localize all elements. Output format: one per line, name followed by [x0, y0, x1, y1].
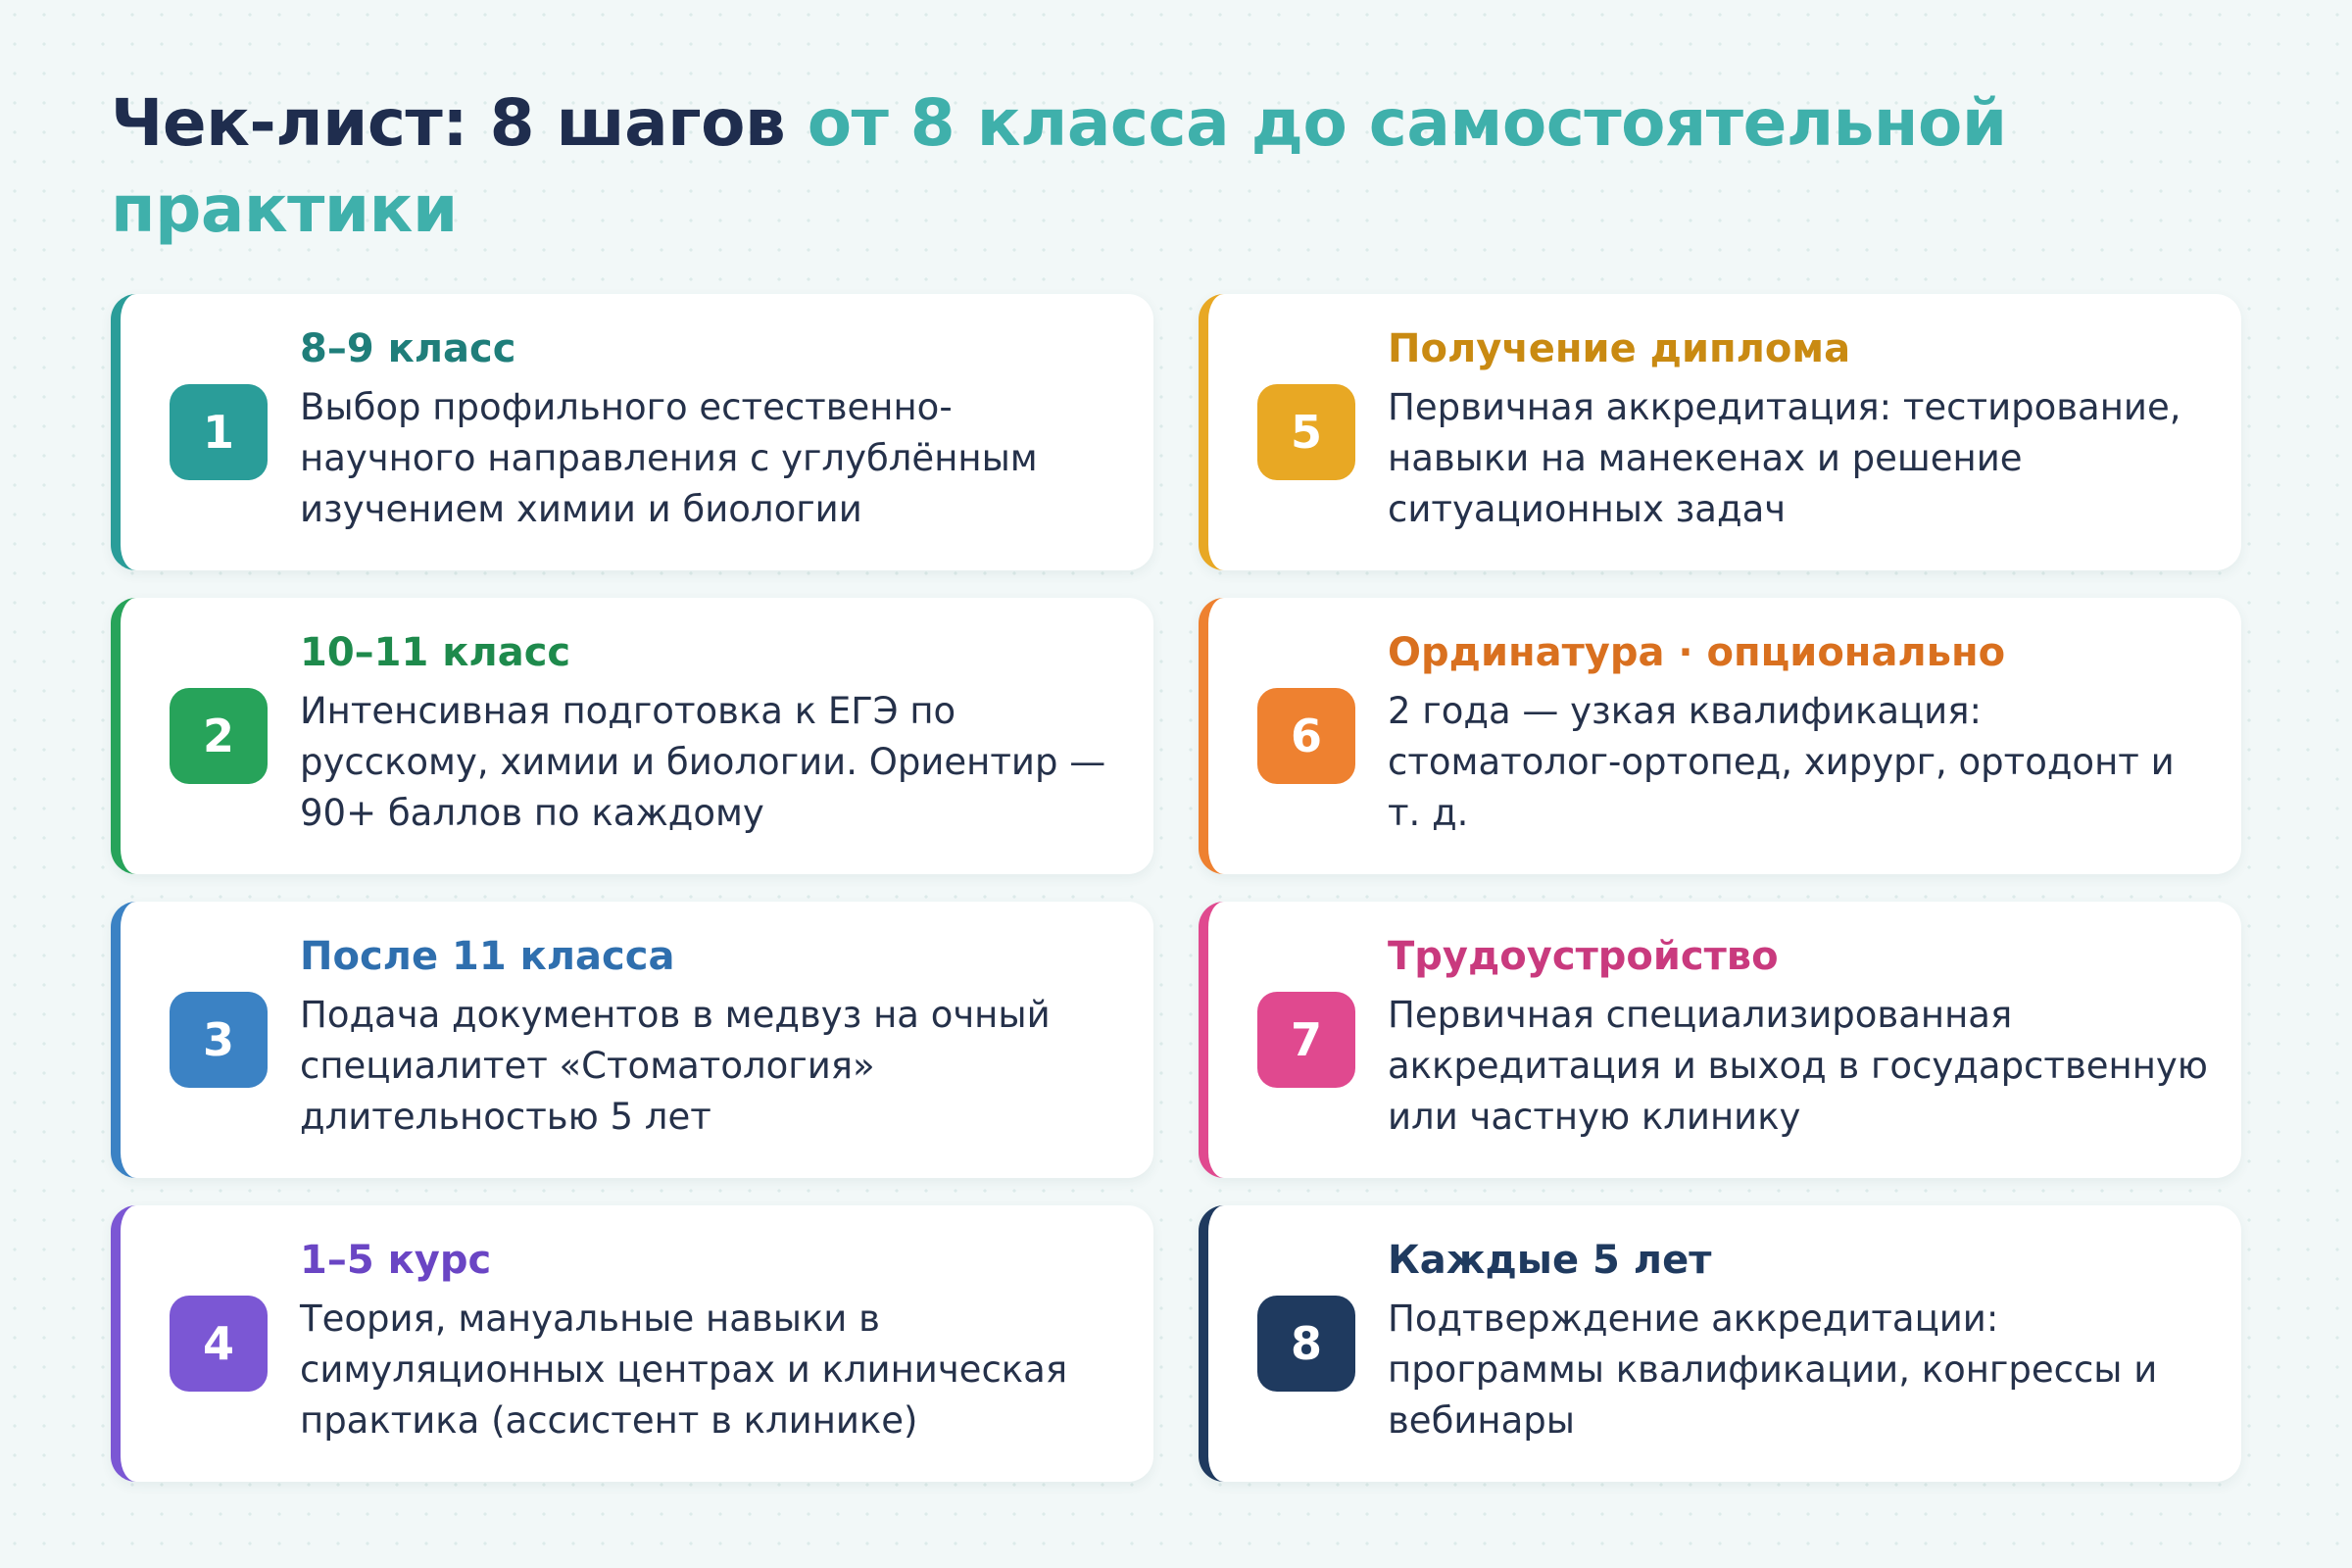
step-description: Теория, мануальные навыки в симуляционных центрах и клиническая практика (ассистент в клинике) [300, 1298, 1068, 1442]
step-title: Каждые 5 лет [1388, 1238, 1712, 1283]
step-title: 8–9 класс [300, 326, 516, 371]
step-number-badge: 3 [170, 992, 268, 1088]
step-number-badge: 4 [170, 1296, 268, 1392]
step-title: После 11 класса [300, 934, 675, 979]
step-card-2 [111, 598, 1153, 874]
step-card-4 [111, 1205, 1153, 1482]
step-title: Трудоустройство [1388, 934, 1779, 979]
step-description: Интенсивная подготовка к ЕГЭ по русскому, химии и биологии. Ориентир — 90+ баллов по каждому [300, 690, 1106, 834]
step-card-7 [1199, 902, 2241, 1178]
step-number-badge: 6 [1257, 688, 1355, 784]
step-description: Подтверждение аккредитации: программы квалификации, конгрессы и вебинары [1388, 1298, 2158, 1442]
title-main: Чек-лист: 8 шагов [111, 85, 786, 161]
steps-grid [111, 294, 2241, 1482]
step-description: Выбор профильного естественно-научного направления с углублённым изучением химии и биологии [300, 386, 1038, 530]
step-description: Подача документов в медвуз на очный специалитет «Стоматология» длительностью 5 лет [300, 994, 1051, 1138]
step-description: Первичная аккредитация: тестирование, навыки на манекенах и решение ситуационных задач [1388, 386, 2181, 530]
step-title: Ординатура · опционально [1388, 630, 2006, 675]
step-number-badge: 5 [1257, 384, 1355, 480]
step-card-3 [111, 902, 1153, 1178]
step-title: Получение диплома [1388, 326, 1851, 371]
step-number-badge: 8 [1257, 1296, 1355, 1392]
page-title [111, 80, 2247, 253]
step-number-badge: 7 [1257, 992, 1355, 1088]
step-card-5 [1199, 294, 2241, 570]
step-description: Первичная специализированная аккредитация и выход в государственную или частную клинику [1388, 994, 2208, 1138]
step-title: 1–5 курс [300, 1238, 492, 1283]
step-number-badge: 2 [170, 688, 268, 784]
step-title: 10–11 класс [300, 630, 571, 675]
title-accent: от 8 класса до самостоятельной практики [111, 85, 2007, 247]
step-description: 2 года — узкая квалификация: стоматолог-ортопед, хирург, ортодонт и т. д. [1388, 690, 2175, 834]
step-number-badge: 1 [170, 384, 268, 480]
step-card-8 [1199, 1205, 2241, 1482]
step-card-1 [111, 294, 1153, 570]
step-card-6 [1199, 598, 2241, 874]
